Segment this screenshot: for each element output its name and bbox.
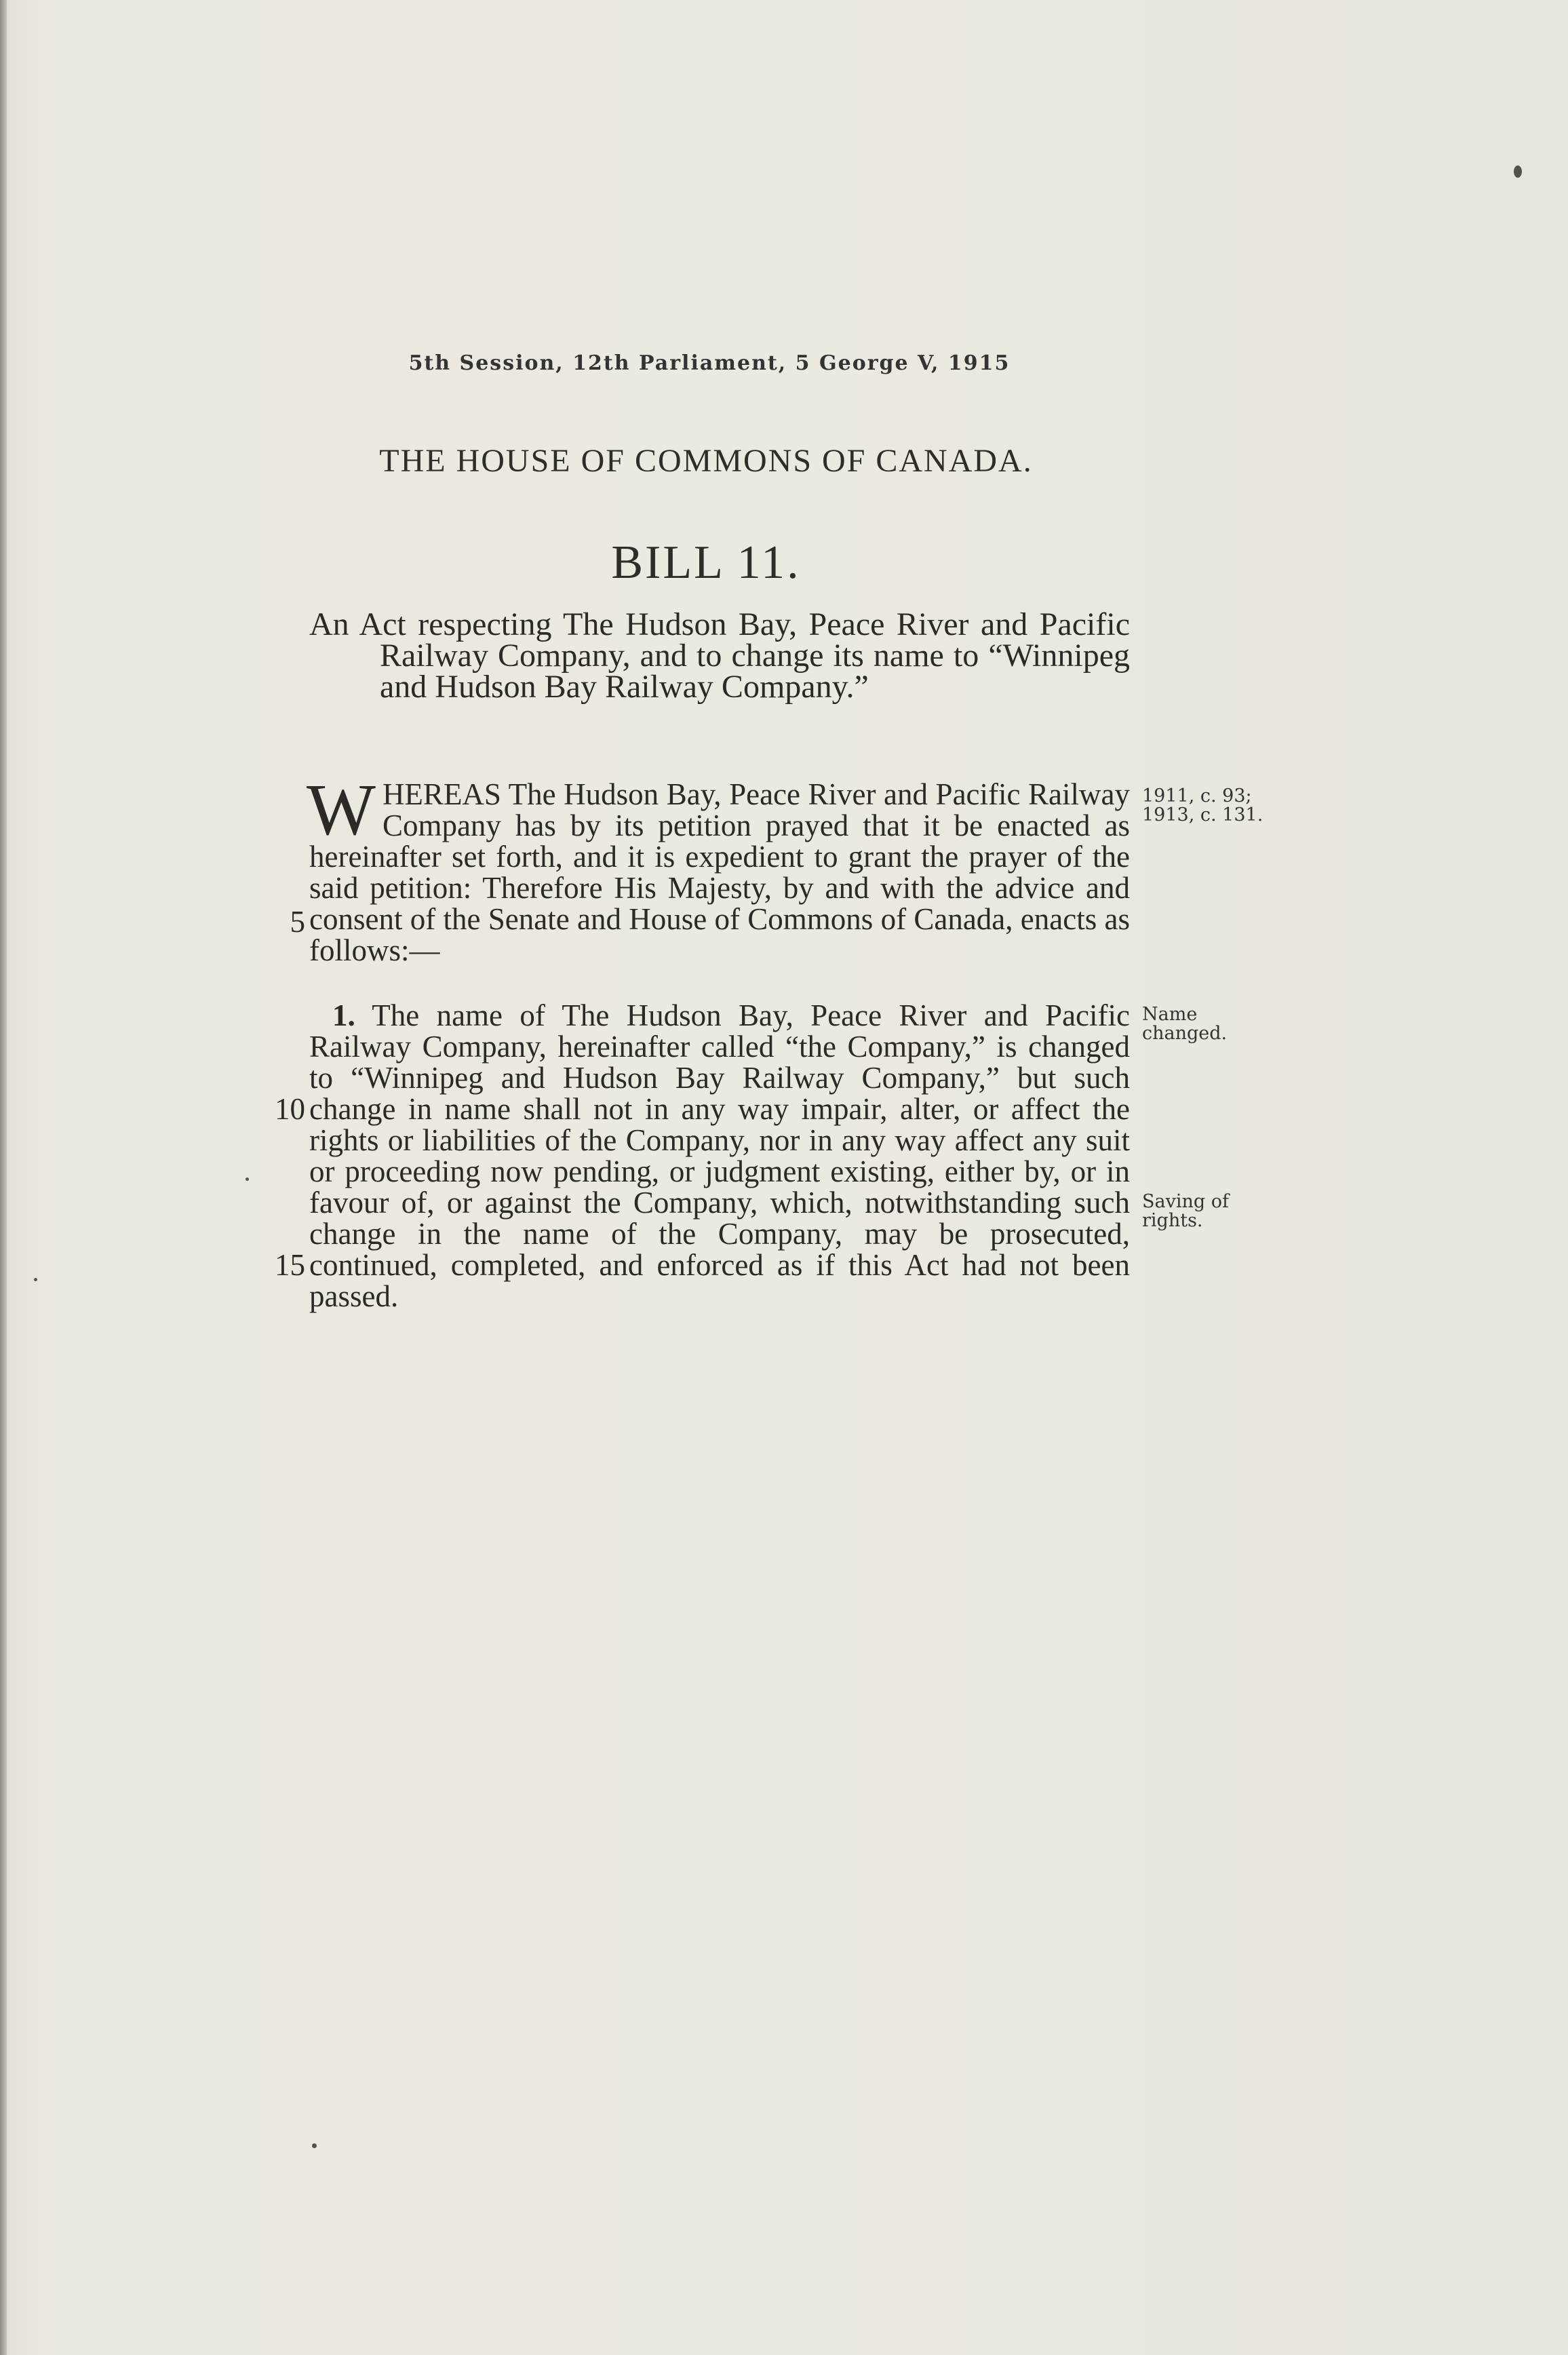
line-number-5: 5 xyxy=(290,905,305,939)
paper-speck xyxy=(1514,166,1522,178)
clause-1 xyxy=(309,1000,1130,1312)
margin-note-citation: 1911, c. 93; 1913, c. 131. xyxy=(1142,785,1263,825)
bill-title: An Act respecting The Hudson Bay, Peace River and Pacific Railway Company, and to change its name to “Winnipeg and Hudson Bay Railway Company.” xyxy=(309,606,1130,705)
session-header: 5th Session, 12th Parliament, 5 George V, 1915 xyxy=(408,351,1011,375)
preamble-text: HEREAS The Hudson Bay, Peace River and Pacific Railway Company has by its petition prayed that it be enacted as hereinafter set forth, and it is expedient to grant the prayer of the said petition: Therefore His Majesty, by and with the advice and consent of the Senate and House of Commons of Canada, enacts as follows:— xyxy=(309,777,1130,967)
clause-number: 1. xyxy=(332,998,355,1032)
bill-number: BILL 11. xyxy=(611,537,801,589)
paper-speck xyxy=(246,1178,249,1181)
paper-speck xyxy=(312,2143,317,2148)
margin-note-name-changed: Name changed. xyxy=(1142,1004,1228,1044)
line-number-15: 15 xyxy=(275,1248,305,1282)
clause-1-text: The name of The Hudson Bay, Peace River and Pacific Railway Company, hereinafter called “the Company,” is changed to “Winnipeg and Hudson Bay Railway Company,” but such change in name shall not in any way impair, alter, or affect the rights or liabilities of the Company, nor in any way affect any suit or proceeding now pending, or judgment existing, either by, or in favour of, or against the Company, which, notwithstanding such change in the name of the Company, may be prosecuted, continued, completed, and enforced as if this Act had not been passed. xyxy=(309,998,1130,1313)
margin-note-saving-rights: Saving of rights. xyxy=(1142,1191,1229,1231)
preamble xyxy=(307,770,1130,967)
preamble-dropcap: W xyxy=(307,770,376,851)
house-heading: THE HOUSE OF COMMONS OF CANADA. xyxy=(379,443,1033,479)
paper-speck xyxy=(34,1278,37,1281)
line-number-10: 10 xyxy=(275,1092,305,1126)
